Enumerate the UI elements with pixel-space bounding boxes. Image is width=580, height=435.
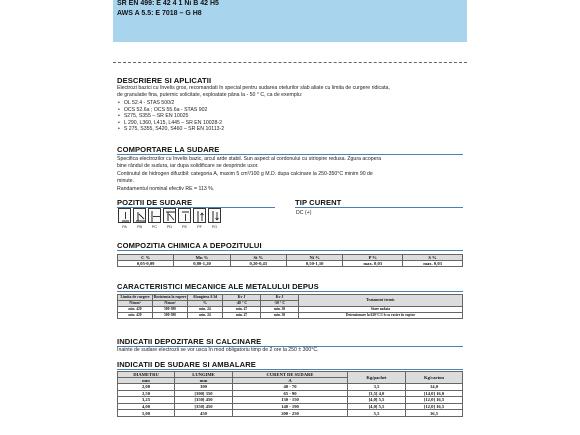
- position-pc-icon: [148, 208, 161, 223]
- table-row: [118, 313, 463, 319]
- table-cell: 3,5: [348, 384, 406, 391]
- table-header: Alungirea A 5d: [188, 295, 223, 301]
- position-label: PG: [211, 225, 218, 229]
- table-cell: Detensionare la 620°C/1 h cu racire în cuptor: [299, 313, 463, 319]
- position-pd-icon: [163, 208, 176, 223]
- position-pg-icon: [208, 208, 221, 223]
- position-label: PF: [197, 225, 202, 229]
- section-title-descriere: DESCRIERE SI APLICATII: [117, 76, 212, 85]
- table-cell: 0,05-0,09: [118, 261, 174, 267]
- table-header: Kv J: [261, 295, 299, 301]
- table-cell: 3,25: [118, 397, 175, 404]
- position-label: PD: [166, 225, 173, 229]
- list-item: • S 275, S355, S420, S460 – SR EN 10113-2: [118, 126, 224, 133]
- position-label: PE: [181, 225, 188, 229]
- table-header: %: [188, 301, 223, 307]
- table-row: [118, 403, 463, 410]
- table-cell: [4,0] 5,5: [348, 403, 406, 410]
- position-pe-icon: [178, 208, 191, 223]
- indicatii-text: Înainte de sudare electrozii se vor usca în mod obligatoriu timp de 2 ore la 250 ± 300°C.: [117, 347, 319, 353]
- table-cell: [4,0] 5,5: [348, 397, 406, 404]
- table-header: P %: [343, 255, 403, 261]
- list-item: • OCS 52.6a ; OCS 55.6a - STAS 902: [118, 107, 224, 114]
- section-title-ambalare: INDICATII DE SUDARE SI AMBALARE: [117, 360, 256, 369]
- table-cell: [14,0] 16,0: [406, 390, 463, 397]
- table-cell: 40 - 70: [233, 384, 348, 391]
- table-cell: 0,50-1,10: [286, 261, 342, 267]
- position-label: PA: [122, 225, 127, 229]
- table-cell: 2,50: [118, 390, 175, 397]
- table-cell: 500-580: [153, 307, 188, 313]
- mechanical-table: [117, 294, 463, 319]
- table-header: -50 ° C: [261, 301, 299, 307]
- table-cell: [350] 450: [175, 403, 233, 410]
- table-cell: 0,20-0,45: [230, 261, 286, 267]
- position-pa-icon: [118, 208, 131, 223]
- table-header: Si %: [230, 255, 286, 261]
- dashed-separator: [113, 62, 467, 63]
- table-cell: 2,00: [118, 384, 175, 391]
- table-header: Kv J: [223, 295, 261, 301]
- table-row: [118, 390, 463, 397]
- table-cell: [300] 350: [175, 390, 233, 397]
- table-header: Kg/pachet: [348, 372, 406, 384]
- table-header: mm: [118, 378, 175, 384]
- table-cell: [350] 450: [175, 397, 233, 404]
- section-rule: [117, 250, 463, 251]
- table-header: Kg/carton: [406, 372, 463, 384]
- standard-sr-en: SR EN 499: E 42 4 1 Ni B 42 H5: [117, 0, 219, 7]
- table-header: Mn %: [174, 255, 230, 261]
- list-item: • S275, S355 – SR EN 10025: [118, 113, 224, 120]
- section-title-indicatii: INDICATII DEPOZITARE SI CALCINARE: [117, 337, 262, 346]
- table-header: N/mm²: [153, 301, 188, 307]
- table-cell: 200 - 250: [233, 410, 348, 417]
- table-cell: 130 - 150: [233, 397, 348, 404]
- table-header: A: [233, 378, 348, 384]
- table-cell: min. 24: [188, 307, 223, 313]
- table-row: [118, 261, 463, 267]
- section-title-tip-curent: TIP CURENT: [295, 198, 342, 207]
- table-row: [118, 410, 463, 417]
- table-cell: min. 47: [223, 307, 261, 313]
- current-type-value: DC (+): [296, 210, 312, 216]
- table-cell: [12,0] 16,5: [406, 403, 463, 410]
- section-title-mecanice: CARACTERISTICI MECANICE ALE METALULUI DEPUS: [117, 282, 319, 291]
- table-cell: [3,5] 4,0: [348, 390, 406, 397]
- table-header: S %: [403, 255, 463, 261]
- table-cell: min. 24: [188, 313, 223, 319]
- section-rule: [117, 369, 463, 370]
- comportare-line-2: bine rândul de sudura, iar dupa solidificare se desprinde usor.: [117, 163, 259, 169]
- table-cell: [12,0] 16,5: [406, 397, 463, 404]
- table-header: CURENT DE SUDARE: [233, 372, 348, 378]
- position-label: PC: [151, 225, 158, 229]
- position-pf-icon: [193, 208, 206, 223]
- section-title-comportare: COMPORTARE LA SUDARE: [117, 145, 220, 154]
- list-item: • L 290, L360, L415, L445 – SR EN 10028-2: [118, 120, 224, 127]
- list-item: • OL 52.4 - STAS 500/2: [118, 100, 224, 107]
- composition-table: [117, 254, 463, 267]
- comportare-line-3: Continutul de hidrogen difuzibil: categoria A, maxim 5 cm³/100 g M.D. dupa calcinare la 250-350°C minim 90 de: [117, 171, 373, 177]
- position-pb-icon: [133, 208, 146, 223]
- table-cell: min. 420: [118, 313, 153, 319]
- table-header: Rezistenta la rupere: [153, 295, 187, 300]
- table-cell: 16,5: [406, 410, 463, 417]
- position-label: PB: [136, 225, 143, 229]
- table-header: N/mm²: [118, 301, 153, 307]
- table-cell: 450: [175, 410, 233, 417]
- table-cell: 5,5: [348, 410, 406, 417]
- table-cell: min. 30: [261, 313, 299, 319]
- table-cell: 4,00: [118, 403, 175, 410]
- table-cell: min. 30: [261, 307, 299, 313]
- table-cell: min. 420: [118, 307, 153, 313]
- section-rule: [295, 207, 463, 208]
- descriere-text-1: Electrozi bazici cu învelis gros, recomandati în special pentru sudarea otelurilor slab aliate cu limita de curgere ridicata,: [117, 85, 390, 91]
- table-header: Ni %: [286, 255, 342, 261]
- table-cell: min. 47: [223, 313, 261, 319]
- table-cell: 300: [175, 384, 233, 391]
- table-header: C %: [118, 255, 174, 261]
- comportare-line-4: minute.: [117, 178, 135, 184]
- table-cell: 5,00: [118, 410, 175, 417]
- comportare-line-1: Specifica electrozilor cu învelis bazic, arcul arde stabil. Sun aspect al cordonului cu striopire redusa. Zgura acopera: [117, 156, 382, 162]
- comportare-line-5: Randamentul nominal efectiv RE = 113 %.: [117, 186, 215, 192]
- table-header: Tratament termic: [299, 295, 463, 307]
- standard-aws: AWS A 5.5: E 7018 – G H8: [117, 10, 202, 17]
- table-cell: Stare sudata: [299, 307, 463, 313]
- table-cell: max. 0,03: [403, 261, 463, 267]
- section-rule: [117, 154, 463, 155]
- table-row: [118, 397, 463, 404]
- descriere-text-2: de granulatie fina, puternic solicitate, exploatate pâna la - 50 ° C, ca de exemplu:: [117, 92, 303, 98]
- steel-list: [118, 100, 224, 133]
- table-cell: 140 - 190: [233, 403, 348, 410]
- table-cell: 0,80-1,20: [174, 261, 230, 267]
- section-title-compozitia: COMPOZITIA CHIMICA A DEPOZITULUI: [117, 241, 262, 250]
- table-row: [118, 384, 463, 391]
- section-rule: [117, 291, 463, 292]
- packaging-table: [117, 371, 463, 417]
- table-cell: 65 - 90: [233, 390, 348, 397]
- table-header: mm: [175, 378, 233, 384]
- table-header: DIAMETRU: [118, 372, 175, 378]
- table-cell: 500-580: [153, 313, 188, 319]
- table-header: -40 ° C: [223, 301, 261, 307]
- table-header: LUNGIME: [175, 372, 233, 378]
- section-title-pozitii: POZITII DE SUDARE: [117, 198, 193, 207]
- table-cell: 14,0: [406, 384, 463, 391]
- table-cell: max. 0,03: [343, 261, 403, 267]
- table-header: Limita de curgere: [118, 295, 153, 301]
